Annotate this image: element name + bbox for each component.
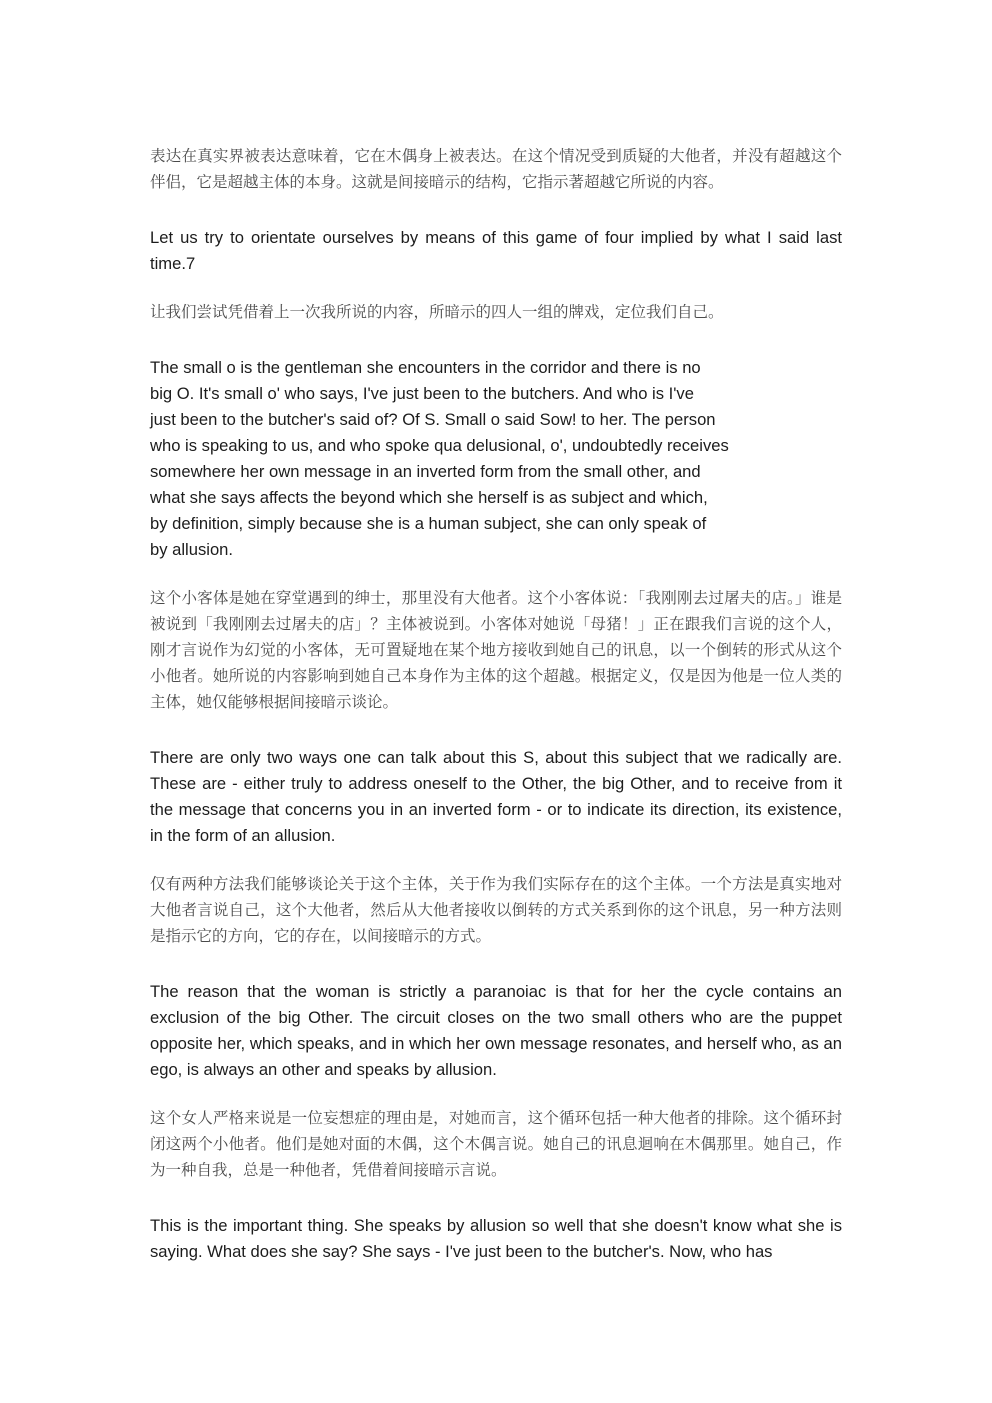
- text-line: The small o is the gentleman she encounters in the corridor and there is no: [150, 358, 701, 377]
- paragraph-en-5: This is the important thing. She speaks by allusion so well that she doesn't know what she is saying. What does she say? She says - I've just been to the butcher's. Now, who has: [150, 1216, 842, 1261]
- paragraph-en-1: Let us try to orientate ourselves by means of this game of four implied by what I said last time.7: [150, 228, 842, 273]
- text-line: what she says affects the beyond which she herself is as subject and which,: [150, 488, 708, 507]
- text-line: just been to the butcher's said of? Of S. Small o said Sow! to her. The person: [150, 410, 716, 429]
- text-line: big O. It's small o' who says, I've just been to the butchers. And who is I've: [150, 384, 694, 403]
- paragraph-en-3: There are only two ways one can talk about this S, about this subject that we radically are. These are - either truly to address oneself to the Other, the big Other, and to receive from it the message that concerns you in an inverted form - or to indicate its direction, its existence, in the form of an allusion.: [150, 748, 842, 845]
- text-line: by definition, simply because she is a human subject, she can only speak of: [150, 514, 707, 533]
- paragraph-zh-3: 这个小客体是她在穿堂遇到的绅士，那里没有大他者。这个小客体说：「我刚刚去过屠夫的店。」谁是被说到「我刚刚去过屠夫的店」？主体被说到。小客体对她说「母猪！」正在跟我们言说的这个人，刚才言说作为幻觉的小客体，无可置疑地在某个地方接收到她自己的讯息，以一个倒转的形式从这个小他者。她所说的内容影响到她自己本身作为主体的这个超越。根据定义，仅是因为他是一位人类的主体，她仅能够根据间接暗示谈论。: [150, 589, 842, 711]
- text-line: somewhere her own message in an inverted form from the small other, and: [150, 462, 701, 481]
- text-line: who is speaking to us, and who spoke qua delusional, o', undoubtedly receives: [150, 436, 729, 455]
- paragraph-zh-1: 表达在真实界被表达意味着，它在木偶身上被表达。在这个情况受到质疑的大他者，并没有超越这个伴侣，它是超越主体的本身。这就是间接暗示的结构，它指示著超越它所说的内容。: [150, 147, 842, 191]
- paragraph-en-2: [150, 355, 762, 563]
- paragraph-zh-5: 这个女人严格来说是一位妄想症的理由是，对她而言，这个循环包括一种大他者的排除。这个循环封闭这两个小他者。他们是她对面的木偶，这个木偶言说。她自己的讯息迴响在木偶那里。她自己，作为一种自我，总是一种他者，凭借着间接暗示言说。: [150, 1109, 842, 1179]
- paragraph-en-4: The reason that the woman is strictly a paranoiac is that for her the cycle contains an exclusion of the big Other. The circuit closes on the two small others who are the puppet opposite her, which speaks, and in which her own message resonates, and herself who, as an ego, is always an other and speaks by allusion.: [150, 982, 842, 1079]
- paragraph-zh-2: 让我们尝试凭借着上一次我所说的内容，所暗示的四人一组的牌戏，定位我们自己。: [150, 303, 724, 321]
- paragraph-zh-4: 仅有两种方法我们能够谈论关于这个主体，关于作为我们实际存在的这个主体。一个方法是真实地对大他者言说自己，这个大他者，然后从大他者接收以倒转的方式关系到你的这个讯息，另一种方法则是指示它的方向，它的存在，以间接暗示的方式。: [150, 875, 842, 945]
- text-line: by allusion.: [150, 540, 234, 559]
